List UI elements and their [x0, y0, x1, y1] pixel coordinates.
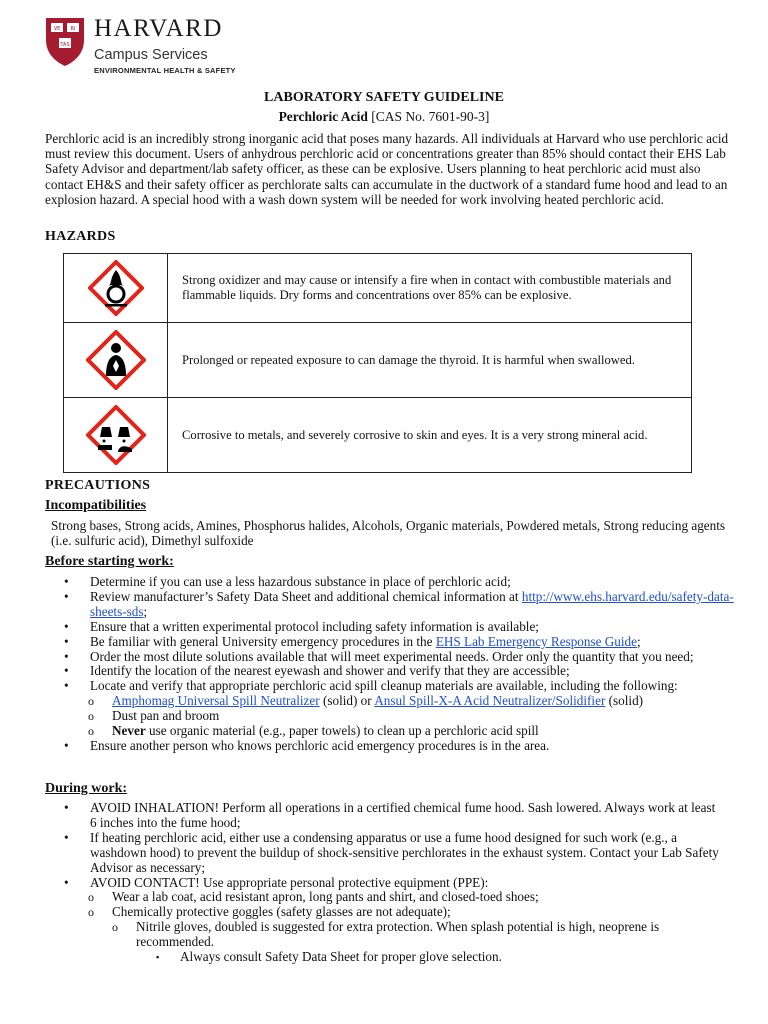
hazard-icon-cell [64, 323, 168, 397]
list-item: • Ensure another person who knows perchloric acid emergency procedures is in the area. [64, 737, 550, 753]
list-item: • Determine if you can use a less hazardous substance in place of perchloric acid; [64, 574, 511, 589]
list-item: • Identify the location of the nearest eyewash and shower and verify that they are accessible; [64, 663, 570, 679]
precautions-heading: PRECAUTIONS [45, 478, 151, 493]
flame-over-circle-icon [88, 260, 144, 316]
health-hazard-icon [86, 330, 146, 390]
shield-letters-2: RI [70, 26, 76, 32]
org-department: ENVIRONMENTAL HEALTH & SAFETY [94, 66, 236, 75]
list-item: • If heating perchloric acid, either use a condensing apparatus or use a fume hood designed for such work (e.g., a washdown hood) to prevent the buildup of shock-sensitive perchlorates in the exhaust system. Contact your Lab Safety Advisor as necessary; [64, 829, 719, 875]
hazard-icon-cell [64, 398, 168, 472]
sds-link[interactable]: http://www.ehs.harvard.edu/safety-data-sheets-sds [90, 588, 734, 619]
hazard-description: Corrosive to metals, and severely corrosive to skin and eyes. It is a very strong mineral acid. [182, 427, 648, 442]
hazard-description: Strong oxidizer and may cause or intensify a fire when in contact with combustible materials and flammable liquids. Dry forms and concentrations over 85% can be explosive. [182, 273, 672, 302]
list-item: • Be familiar with general University emergency procedures in the EHS Lab Emergency Response Guide; [64, 633, 641, 649]
harvard-shield-icon [44, 16, 86, 68]
shield-letters-3: TAS [60, 42, 70, 48]
hazard-row [64, 254, 691, 323]
amphomag-link[interactable]: Amphomag Universal Spill Neutralizer [112, 693, 320, 709]
sub-list-item: o Wear a lab coat, acid resistant apron, long pants and shirt, and closed-toed shoes; [88, 889, 539, 905]
page-title: LABORATORY SAFETY GUIDELINE [264, 90, 504, 105]
ansul-link[interactable]: Ansul Spill-X-A Acid Neutralizer/Solidifier [374, 693, 606, 709]
shield-letters-1: VE [53, 26, 61, 32]
sub-list-item: o Amphomag Universal Spill Neutralizer (solid) or Ansul Spill-X-A Acid Neutralizer/Solidifier (solid) [88, 693, 644, 709]
hazard-description: Prolonged or repeated exposure to can damage the thyroid. It is harmful when swallowed. [182, 352, 635, 367]
sub-list-item: o Nitrile gloves, doubled is suggested for extra protection. When splash potential is high, neoprene is recommended. [112, 919, 660, 950]
org-name: HARVARD [94, 15, 223, 42]
hazards-table [63, 253, 692, 473]
list-item: • Ensure that a written experimental protocol including safety information is available; [64, 618, 539, 634]
org-subtitle: Campus Services [94, 47, 208, 63]
list-item: • Locate and verify that appropriate perchloric acid spill cleanup materials are available, including the following: [64, 678, 678, 694]
list-item: • AVOID CONTACT! Use appropriate personal protective equipment (PPE): [64, 874, 489, 890]
emergency-guide-link[interactable]: EHS Lab Emergency Response Guide [435, 633, 637, 649]
before-work-heading: Before starting work: [45, 554, 174, 569]
hazards-heading: HAZARDS [45, 229, 116, 244]
incompatibilities-heading: Incompatibilities [45, 498, 147, 513]
hazard-row [64, 398, 691, 472]
corrosion-icon [86, 405, 146, 465]
hazard-row [64, 323, 691, 398]
list-item: • Review manufacturer’s Safety Data Sheet and additional chemical information at http://www.ehs.harvard.edu/safety-data-sheets-sds; [64, 588, 734, 619]
incompatibilities-text: Strong bases, Strong acids, Amines, Phosphorus halides, Alcohols, Organic materials, Powdered metals, Strong reducing agents (i.e. sulfuric acid), Dimethyl sulfoxide [51, 518, 726, 548]
during-work-heading: During work: [45, 781, 128, 796]
sub-list-item: o Never use organic material (e.g., paper towels) to clean up a perchloric acid spill [88, 723, 539, 739]
during-work-list [64, 801, 724, 965]
page-subtitle [0, 108, 768, 126]
chemical-name: Perchloric Acid [278, 109, 368, 124]
sub-list-item: o Dust pan and broom [88, 708, 220, 724]
before-work-list [64, 575, 744, 754]
harvard-logo [44, 14, 244, 76]
list-item: • Order the most dilute solutions available that will meet experimental needs. Order only the quantity that you need; [64, 648, 694, 664]
cas-number: [CAS No. 7601-90-3] [367, 109, 490, 124]
hazard-icon-cell [64, 254, 168, 322]
intro-paragraph: Perchloric acid is an incredibly strong inorganic acid that poses many hazards. All individuals at Harvard who use perchloric acid must review this document. Users of anhydrous perchloric acid or concentrations greater than 85% should contact their EHS Lab Safety Advisor and department/lab safety officer, as these can be explosive. Users planning to heat perchloric acid must also contact EH&S and their safety officer as perchlorate salts can accumulate in the ductwork of a standard fume hood and lead to an explosion hazard. A special hood with a wash down system will be needed for work involving heated perchloric acid. [45, 131, 729, 207]
sub-sub-list-item: ▪ Always consult Safety Data Sheet for proper glove selection. [156, 949, 502, 965]
sub-list-item: o Chemically protective goggles (safety glasses are not adequate); [88, 904, 451, 920]
list-item: • AVOID INHALATION! Perform all operations in a certified chemical fume hood. Sash lowered. Always work at least 6 inches into the fume hood; [64, 800, 716, 830]
